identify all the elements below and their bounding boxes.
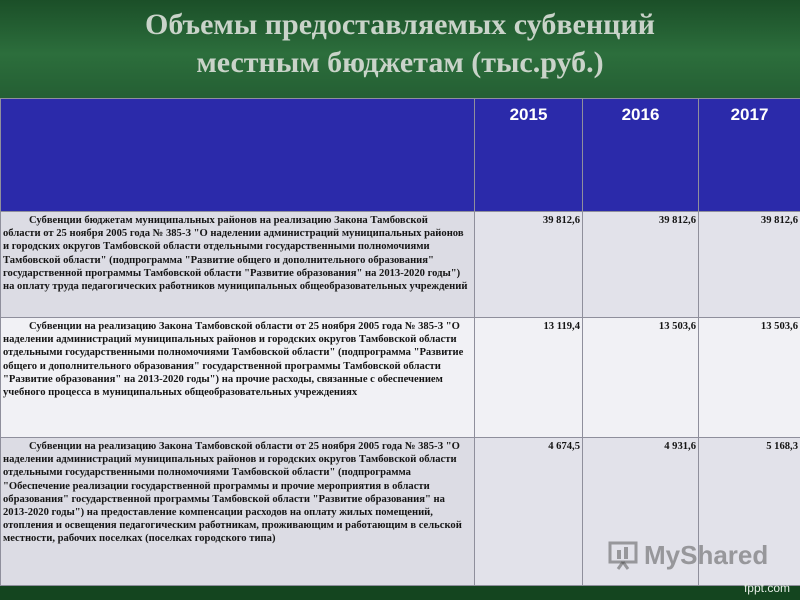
row-description: Субвенции на реализацию Закона Тамбовской области от 25 ноября 2005 года № 385-З "О наделении администраций муниципальных районов и городских округов Тамбовской области отдельными государственными полномочиями Тамбовской области" (подпрограмма "Развитие общего и дополнительного образования" государственной программы Тамбовской области "Развитие образования" на 2013-2020 годы") на прочие расходы, связанные с обеспечением учебного процесса в муниципальных общеобразовательных учреждениях [1, 318, 475, 438]
slide-title-line2: местным бюджетам (тыс.руб.) [196, 46, 604, 79]
header-year-2016: 2016 [583, 99, 699, 212]
value-2015: 39 812,6 [475, 212, 583, 318]
header-blank-cell [1, 99, 475, 212]
header-year-2015: 2015 [475, 99, 583, 212]
subventions-table [0, 98, 800, 586]
table-row [1, 212, 800, 318]
watermark [608, 535, 768, 575]
value-2016: 39 812,6 [583, 212, 699, 318]
value-2016: 13 503,6 [583, 318, 699, 438]
header-year-2017: 2017 [699, 99, 800, 212]
value-2016: 4 931,6 [583, 438, 699, 586]
table-header-row [1, 99, 800, 212]
slide-title [0, 6, 800, 82]
row-description: Субвенции на реализацию Закона Тамбовской области от 25 ноября 2005 года № 385-З "О наделении администраций муниципальных районов и городских округов Тамбовской области отдельными государственными полномочиями Тамбовской области" (подпрограмма "Обеспечение реализации государственной программы и прочие мероприятия в области образования" государственной программы Тамбовской области "Развитие образования" на 2013-2020 годы") на предоставление компенсации расходов на оплату жилых помещений, отопления и освещения педагогическим работникам, проживающим и работающим в сельской местности, рабочих поселках (поселках городского типа) [1, 438, 475, 586]
value-2017: 5 168,3 [699, 438, 800, 586]
value-2017: 39 812,6 [699, 212, 800, 318]
value-2015: 4 674,5 [475, 438, 583, 586]
presentation-board-icon [608, 540, 638, 570]
footer-brand: fppt.com [743, 581, 790, 595]
value-2015: 13 119,4 [475, 318, 583, 438]
table-row [1, 318, 800, 438]
value-2017: 13 503,6 [699, 318, 800, 438]
slide-title-line1: Объемы предоставляемых субвенций [145, 8, 655, 41]
watermark-text: MyShared [644, 539, 769, 570]
row-description: Субвенции бюджетам муниципальных районов на реализацию Закона Тамбовской области от 25 ноября 2005 года № 385-З "О наделении администраций муниципальных районов и городских округов Тамбовской области отдельными государственными полномочиями Тамбовской области" (подпрограмма "Развитие общего и дополнительного образования" государственной программы Тамбовской области "Развитие образования" на 2013-2020 годы") на оплату труда педагогических работников муниципальных общеобразовательных учреждений [1, 212, 475, 318]
